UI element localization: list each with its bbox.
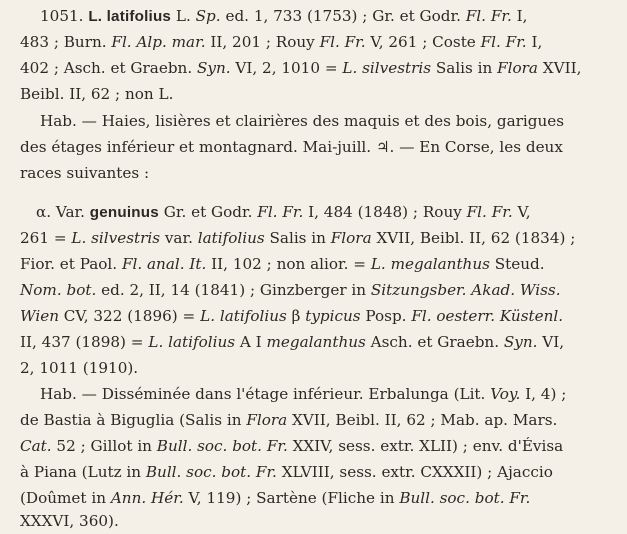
entry-line: 1051. L. latifolius L. Sp. ed. 1, 733 (1753) ; Gr. et Godr. Fl. Fr. I,	[40, 7, 528, 25]
entry-line: 483 ; Burn. Fl. Alp. mar. II, 201 ; Rouy Fl. Fr. V, 261 ; Coste Fl. Fr. I,	[20, 33, 543, 51]
entry-line: 402 ; Asch. et Graebn. Syn. VI, 2, 1010 = L. silvestris Salis in Flora XVII,	[20, 59, 582, 77]
habitat-line: XXXVI, 360).	[20, 512, 119, 530]
entry-line: Beibl. II, 62 ; non L.	[20, 85, 174, 103]
habitat-line: des étages inférieur et montagnard. Mai-juill. ♃. — En Corse, les deux	[20, 138, 563, 156]
variety-line: 261 = L. silvestris var. latifolius Salis in Flora XVII, Beibl. II, 62 (1834) ;	[20, 229, 576, 247]
habitat-line: Cat. 52 ; Gillot in Bull. soc. bot. Fr. XXIV, sess. extr. XLII) ; env. d'Évisa	[20, 437, 564, 455]
habitat-line: races suivantes :	[20, 164, 150, 182]
variety-line: II, 437 (1898) = L. latifolius A I megalanthus Asch. et Graebn. Syn. VI,	[20, 333, 565, 351]
habitat-line: Hab. — Haies, lisières et clairières des maquis et des bois, garigues	[40, 112, 565, 130]
habitat-line: à Piana (Lutz in Bull. soc. bot. Fr. XLVIII, sess. extr. CXXXII) ; Ajaccio	[20, 463, 553, 481]
variety-line: α. Var. genuinus Gr. et Godr. Fl. Fr. I, 484 (1848) ; Rouy Fl. Fr. V,	[36, 203, 531, 221]
variety-name: genuinus	[89, 204, 159, 221]
variety-line: Wien CV, 322 (1896) = L. latifolius β typicus Posp. Fl. oesterr. Küstenl.	[20, 307, 564, 325]
variety-line: Nom. bot. ed. 2, II, 14 (1841) ; Ginzberger in Sitzungsber. Akad. Wiss.	[20, 281, 561, 299]
species-name: L. latifolius	[88, 8, 172, 25]
habitat-line: (Doûmet in Ann. Hér. V, 119) ; Sartène (Fliche in Bull. soc. bot. Fr.	[20, 489, 531, 507]
variety-line: 2, 1011 (1910).	[20, 359, 139, 377]
variety-line: Fior. et Paol. Fl. anal. It. II, 102 ; non alior. = L. megalanthus Steud.	[20, 255, 545, 273]
habitat-line: Hab. — Disséminée dans l'étage inférieur. Erbalunga (Lit. Voy. I, 4) ;	[40, 385, 567, 403]
habitat-line: de Bastia à Biguglia (Salis in Flora XVII, Beibl. II, 62 ; Mab. ap. Mars.	[20, 411, 558, 429]
